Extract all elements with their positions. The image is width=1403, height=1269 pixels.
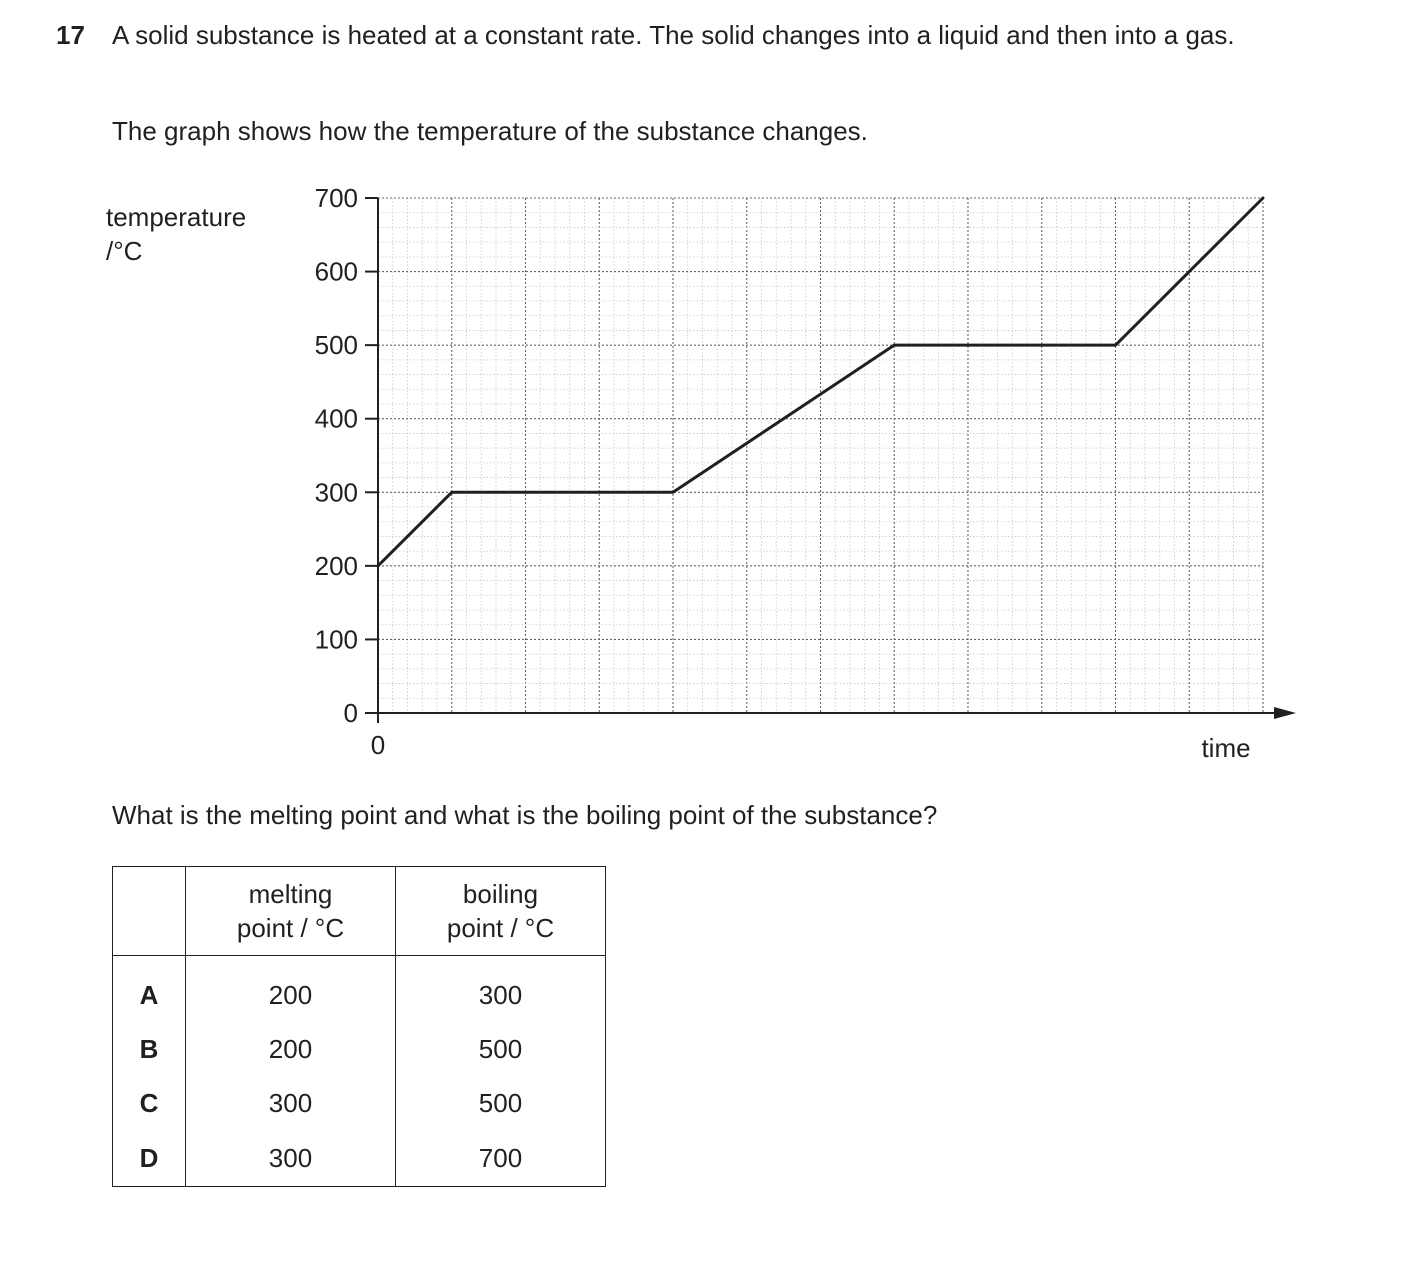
- option-melting: 300: [186, 1130, 396, 1187]
- header-key: [113, 867, 186, 956]
- option-boiling: 300: [396, 956, 606, 1023]
- grid: [378, 198, 1263, 713]
- option-boiling: 500: [396, 1022, 606, 1076]
- header-melting: [186, 867, 396, 956]
- table-header-row: [113, 867, 606, 956]
- y-tick-label: 200: [314, 550, 358, 581]
- option-boiling: 700: [396, 1130, 606, 1187]
- option-row-b[interactable]: [113, 1022, 606, 1076]
- option-key[interactable]: A: [113, 956, 186, 1023]
- header-melting-line1: melting: [248, 879, 333, 909]
- option-key[interactable]: C: [113, 1076, 186, 1130]
- axes: [378, 198, 1296, 719]
- option-melting: 200: [186, 956, 396, 1023]
- y-tick-label: 500: [314, 330, 358, 361]
- header-melting-line2: point / °C: [236, 913, 345, 943]
- option-row-c[interactable]: [113, 1076, 606, 1130]
- option-melting: 300: [186, 1076, 396, 1130]
- y-tick-label: 400: [314, 403, 358, 434]
- option-row-a[interactable]: [113, 956, 606, 1023]
- y-tick-label: 300: [314, 477, 358, 508]
- question-prompt: What is the melting point and what is the boiling point of the substance?: [112, 800, 938, 830]
- answer-options-table: [112, 866, 606, 1187]
- y-tick-label: 0: [343, 698, 358, 728]
- x-axis-label: time: [1201, 733, 1251, 763]
- y-axis-label-line1: temperature: [106, 202, 247, 232]
- x-origin-label: 0: [370, 730, 386, 760]
- y-tick-label: 600: [314, 256, 358, 287]
- option-key[interactable]: D: [113, 1130, 186, 1187]
- y-axis-label-line2: /°C: [106, 236, 143, 266]
- question-text: A solid substance is heated at a constant rate. The solid changes into a liquid and then into a gas.: [112, 20, 1235, 50]
- question-number: 17: [56, 20, 85, 50]
- graph-intro: The graph shows how the temperature of the substance changes.: [112, 116, 868, 146]
- option-row-d[interactable]: [113, 1130, 606, 1187]
- x-axis-arrow-icon: [1274, 707, 1296, 719]
- option-key[interactable]: B: [113, 1022, 186, 1076]
- y-ticks: [315, 183, 378, 728]
- option-boiling: 500: [396, 1076, 606, 1130]
- option-melting: 200: [186, 1022, 396, 1076]
- header-boiling-line2: point / °C: [446, 913, 555, 943]
- header-boiling: [396, 867, 606, 956]
- y-tick-label: 700: [314, 183, 358, 213]
- header-boiling-line1: boiling: [462, 879, 539, 909]
- y-tick-label: 100: [314, 624, 358, 655]
